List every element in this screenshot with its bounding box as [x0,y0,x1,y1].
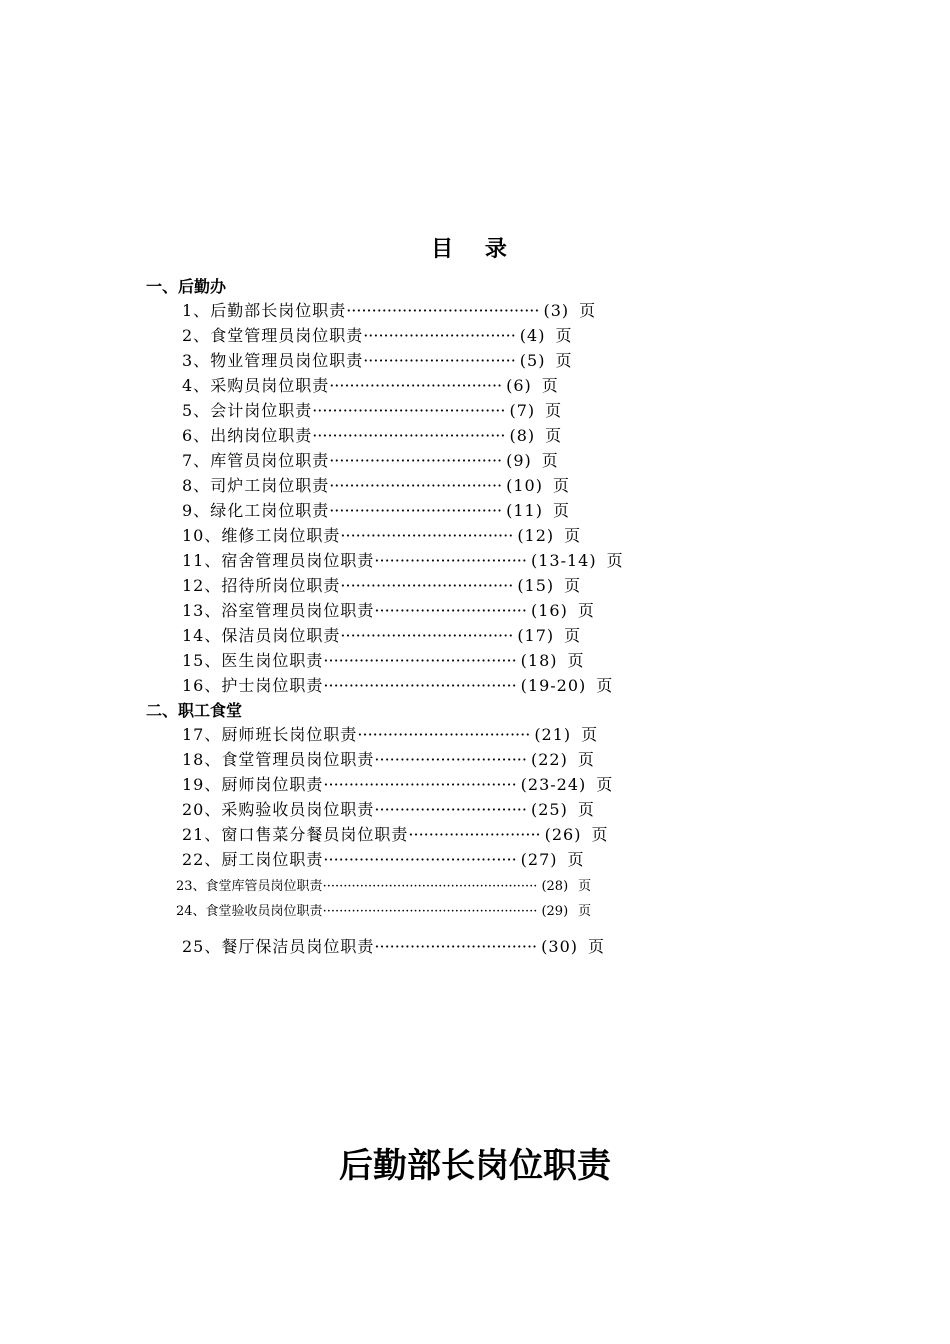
toc-leader-dots: ······························ [363,351,516,370]
toc-leader-dots: ·································· [340,626,514,645]
toc-entry-title: 食堂库管员岗位职责 [205,879,323,894]
toc-entry[interactable] [182,475,570,497]
toc-entry-page: (19-20) [520,676,587,695]
toc-entry-number: 5、 [182,401,211,420]
toc-entry-number: 15、 [182,651,222,670]
toc-entry-page: (17) [517,626,555,645]
toc-entry-number: 20、 [182,800,222,819]
toc-entry-number: 8、 [182,476,211,495]
toc-entry[interactable] [182,849,585,871]
toc-entry-title: 窗口售菜分餐员岗位职责 [221,825,409,844]
toc-entry-title: 浴室管理员岗位职责 [221,601,375,620]
toc-leader-dots: ······································ [323,676,517,695]
toc-entry-number: 3、 [182,351,211,370]
toc-entry-title: 库管员岗位职责 [210,451,330,470]
toc-entry-title: 物业管理员岗位职责 [210,351,364,370]
toc-entry-number: 24、 [176,904,206,919]
toc-entry-page: (29) [541,904,569,919]
toc-entry-page: (23-24) [520,775,587,794]
toc-entry-page: (7) [509,401,536,420]
toc-entry-page: (11) [506,501,543,520]
toc-leader-dots: ······································ [323,651,517,670]
toc-entry-page: (6) [506,376,532,395]
toc-entry-page: (21) [534,725,572,744]
toc-entry-page-suffix: 页 [578,904,592,919]
toc-title: 目 录 [431,236,519,262]
toc-entry-number: 22、 [182,850,222,869]
toc-entry-page-suffix: 页 [577,601,595,620]
toc-entry-number: 17、 [182,725,222,744]
toc-entry-number: 23、 [176,879,206,894]
toc-entry-title: 后勤部长岗位职责 [210,301,347,320]
toc-entry-number: 18、 [182,750,222,769]
toc-entry-page-suffix: 页 [541,376,559,395]
toc-entry-page: (15) [517,576,555,595]
toc-leader-dots: ······································ [346,301,540,320]
toc-entry-page: (3) [543,301,570,320]
toc-entry-page: (10) [506,476,543,495]
toc-entry-page-suffix: 页 [545,426,563,445]
toc-entry-title: 保洁员岗位职责 [221,626,341,645]
toc-entry[interactable] [182,799,595,821]
toc-entry[interactable] [182,375,559,397]
toc-leader-dots: ···················································· [322,879,538,894]
toc-entry-page-suffix: 页 [578,879,592,894]
toc-entry-title: 维修工岗位职责 [221,526,341,545]
toc-entry-title: 护士岗位职责 [221,676,324,695]
toc-entry-page-suffix: 页 [587,937,605,956]
toc-entry-number: 9、 [182,501,211,520]
toc-entry-page-suffix: 页 [579,301,597,320]
toc-leader-dots: ······························ [374,800,527,819]
toc-leader-dots: ·························· [408,825,541,844]
toc-entry-page: (27) [520,850,558,869]
toc-entry-page-suffix: 页 [596,775,614,794]
toc-entry-page: (5) [519,351,546,370]
toc-entry-number: 10、 [182,526,222,545]
toc-entry-page: (25) [530,800,568,819]
toc-entry-page: (12) [517,526,555,545]
toc-entry[interactable] [182,675,613,697]
toc-entry[interactable] [182,774,613,796]
toc-entry[interactable] [182,724,598,746]
toc-entry[interactable] [182,650,585,672]
toc-leader-dots: ·································· [329,476,503,495]
toc-entry[interactable] [176,901,591,923]
toc-entry-title: 采购验收员岗位职责 [221,800,375,819]
toc-entry-page-suffix: 页 [555,351,573,370]
toc-entry-page-suffix: 页 [541,451,559,470]
toc-entry-number: 7、 [182,451,211,470]
toc-entry-page-suffix: 页 [606,551,624,570]
toc-entry-page-suffix: 页 [577,750,595,769]
toc-entry-title: 会计岗位职责 [210,401,313,420]
toc-entry[interactable] [182,450,559,472]
toc-entry-page-suffix: 页 [552,476,570,495]
toc-entry-page-suffix: 页 [564,626,582,645]
toc-entry[interactable] [182,824,608,846]
toc-entry[interactable] [182,400,562,422]
toc-entry-page: (16) [530,601,568,620]
toc-entry[interactable] [182,550,624,572]
toc-entry-number: 12、 [182,576,222,595]
toc-leader-dots: ·································· [329,376,503,395]
toc-entry-title: 食堂验收员岗位职责 [205,904,323,919]
toc-entry-title: 招待所岗位职责 [221,576,341,595]
toc-leader-dots: ·································· [329,451,503,470]
toc-entry-title: 采购员岗位职责 [210,376,330,395]
toc-entry[interactable] [182,600,595,622]
toc-entry-title: 食堂管理员岗位职责 [221,750,375,769]
toc-entry[interactable] [182,575,581,597]
toc-entry-page-suffix: 页 [577,800,595,819]
toc-entry-title: 厨师岗位职责 [221,775,324,794]
toc-entry-page-suffix: 页 [564,526,582,545]
toc-leader-dots: ······························ [374,551,527,570]
toc-entry-page-suffix: 页 [581,725,599,744]
toc-leader-dots: ································ [374,937,538,956]
toc-entry-page: (26) [544,825,582,844]
toc-entry-page-suffix: 页 [567,850,585,869]
toc-entry[interactable] [182,300,596,322]
section-heading-staff-canteen: 二、职工食堂 [146,701,243,720]
toc-entry-page-suffix: 页 [545,401,563,420]
toc-entry-page: (8) [509,426,536,445]
toc-entry[interactable] [182,749,595,771]
toc-entry[interactable] [176,876,591,898]
toc-entry[interactable] [182,350,572,372]
toc-entry-title: 食堂管理员岗位职责 [210,326,364,345]
toc-entry-number: 14、 [182,626,222,645]
toc-leader-dots: ······································ [323,850,517,869]
toc-entry-title: 医生岗位职责 [221,651,324,670]
toc-entry-number: 2、 [182,326,211,345]
toc-entry-page: (13-14) [530,551,597,570]
toc-leader-dots: ·································· [340,576,514,595]
toc-entry[interactable] [182,525,581,547]
toc-entry-title: 绿化工岗位职责 [210,501,330,520]
toc-leader-dots: ·································· [340,526,514,545]
toc-entry-title: 厨工岗位职责 [221,850,324,869]
toc-leader-dots: ······································ [323,775,517,794]
toc-entry-number: 16、 [182,676,222,695]
toc-entry-page-suffix: 页 [564,576,582,595]
chapter-heading: 后勤部长岗位职责 [339,1146,611,1186]
toc-entry[interactable] [182,500,570,522]
toc-entry-page: (28) [541,879,569,894]
toc-entry-number: 25、 [182,937,222,956]
toc-entry-page-suffix: 页 [555,326,573,345]
toc-leader-dots: ······························ [374,750,527,769]
toc-entry-page: (9) [506,451,532,470]
toc-entry[interactable] [182,325,572,347]
toc-entry-number: 1、 [182,301,211,320]
section-heading-logistics-office: 一、后勤办 [146,277,227,296]
toc-leader-dots: ·································· [357,725,531,744]
toc-entry-number: 19、 [182,775,222,794]
toc-entry-page-suffix: 页 [567,651,585,670]
toc-entry-page: (22) [530,750,568,769]
toc-leader-dots: ···················································· [322,904,538,919]
toc-entry-page: (30) [541,937,578,956]
toc-entry[interactable] [182,425,562,447]
toc-entry-title: 出纳岗位职责 [210,426,313,445]
toc-entry-number: 13、 [182,601,222,620]
toc-leader-dots: ······································ [312,426,506,445]
toc-entry-number: 21、 [182,825,222,844]
toc-entry-title: 司炉工岗位职责 [210,476,330,495]
toc-entry-page-suffix: 页 [596,676,614,695]
toc-leader-dots: ·································· [329,501,503,520]
toc-entry-title: 厨师班长岗位职责 [221,725,358,744]
toc-leader-dots: ······························ [363,326,516,345]
toc-entry-number: 11、 [182,551,222,570]
toc-entry-page: (18) [520,651,558,670]
toc-entry-page: (4) [519,326,546,345]
toc-entry-page-suffix: 页 [552,501,570,520]
toc-entry-title: 餐厅保洁员岗位职责 [221,937,375,956]
toc-entry[interactable] [182,936,605,958]
toc-entry-number: 6、 [182,426,211,445]
toc-entry-title: 宿舍管理员岗位职责 [221,551,375,570]
toc-leader-dots: ······························ [374,601,527,620]
toc-entry-number: 4、 [182,376,211,395]
toc-entry[interactable] [182,625,581,647]
toc-entry-page-suffix: 页 [591,825,609,844]
toc-leader-dots: ······································ [312,401,506,420]
